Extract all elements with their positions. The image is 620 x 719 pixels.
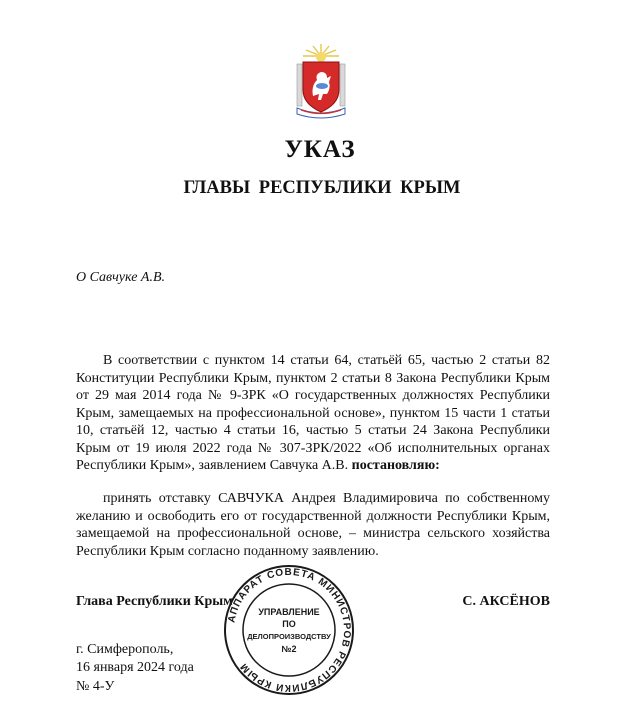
- stamp-outer-text: АППАРАТ СОВЕТА МИНИСТРОВ РЕСПУБЛИКИ КРЫМ: [226, 566, 353, 694]
- stamp-line-2: ПО: [282, 619, 296, 629]
- decision-paragraph: принять отставку САВЧУКА Андрея Владимировича по собственному желанию и освободить его от государственной должности Республики Крым, замещаемой на профессиональной основе, – министра сельского хозяйства Республики Крым согласно поданному заявлению.: [76, 491, 550, 559]
- signatory-position: Глава Республики Крым: [76, 594, 233, 609]
- legal-basis-paragraph: [76, 352, 550, 475]
- svg-text:АППАРАТ СОВЕТА МИНИСТРОВ РЕСПУ: [226, 567, 352, 693]
- issue-city: г. Симферополь,: [76, 642, 174, 657]
- decree-issuer: ГЛАВЫ РЕСПУБЛИКИ КРЫМ: [183, 178, 461, 198]
- decree-number: № 4-У: [76, 679, 115, 694]
- issue-date: 16 января 2024 года: [76, 660, 194, 675]
- legal-basis-text: В соответствии с пунктом 14 статьи 64, статьёй 65, частью 2 статьи 82 Конституции Республики Крым, пунктом 2 статьи 8 Закона Республики Крым от 29 мая 2014 года № 9-ЗРК «О государственных должностях Республики Крым, замещаемых на профессиональной основе», пунктом 15 части 1 статьи 10, статьёй 12, частью 4 статьи 16, частью 5 статьи 24 Закона Республики Крым от 19 июля 2022 года № 307-ЗРК/2022 «Об исполнительных органах Республики Крым», заявлением Савчука А.В.: [76, 353, 550, 473]
- decree-subject: О Савчуке А.В.: [76, 270, 166, 285]
- stamp-line-4: №2: [281, 644, 297, 654]
- decree-title: УКАЗ: [284, 136, 356, 163]
- decree-word: постановляю:: [351, 458, 440, 473]
- office-stamp-icon: [222, 563, 356, 697]
- stamp-line-1: УПРАВЛЕНИЕ: [258, 607, 320, 617]
- stamp-line-3: ДЕЛОПРОИЗВОДСТВУ: [247, 632, 331, 641]
- signatory-name: С. АКСЁНОВ: [462, 594, 550, 609]
- crimea-coat-of-arms-icon: [291, 42, 351, 120]
